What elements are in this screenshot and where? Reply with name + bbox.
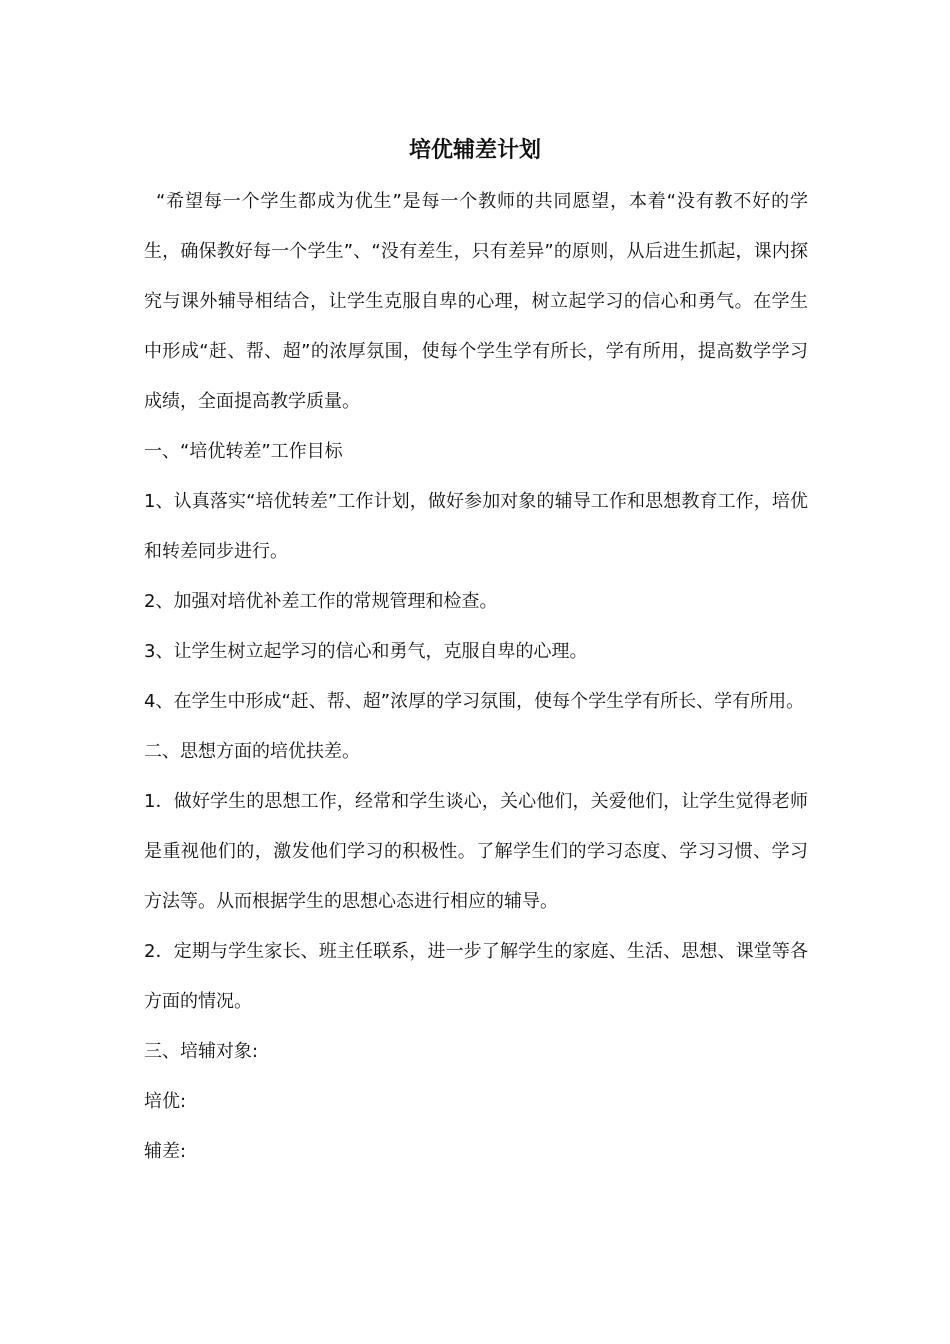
section-2-item-1: 1．做好学生的思想工作，经常和学生谈心，关心他们，关爱他们，让学生觉得老师是重视他们的，激发他们学习的积极性。了解学生们的学习态度、学习习惯、学习方法等。从而根据学生的思想心态进行相应的辅导。 xyxy=(144,791,808,912)
document-body xyxy=(144,177,808,1177)
label-peiyou: 培优: xyxy=(144,1091,187,1112)
section-1-item-4: 4、在学生中形成“赶、帮、超”浓厚的学习氛围，使每个学生学有所长、学有所用。 xyxy=(144,691,805,712)
section-1-item-1: 1、认真落实“培优转差”工作计划，做好参加对象的辅导工作和思想教育工作，培优和转差同步进行。 xyxy=(144,491,808,562)
document-title: 培优辅差计划 xyxy=(408,138,541,163)
label-fucha: 辅差: xyxy=(144,1141,187,1162)
section-2-heading: 二、思想方面的培优扶差。 xyxy=(144,741,360,762)
section-1-heading: 一、“培优转差”工作目标 xyxy=(144,441,343,462)
section-2-item-2: 2．定期与学生家长、班主任联系，进一步了解学生的家庭、生活、思想、课堂等各方面的情况。 xyxy=(144,941,808,1012)
section-1-item-2: 2、加强对培优补差工作的常规管理和检查。 xyxy=(144,591,498,612)
section-1-item-3: 3、让学生树立起学习的信心和勇气，克服自卑的心理。 xyxy=(144,641,588,662)
section-3-heading: 三、培辅对象: xyxy=(144,1041,259,1062)
intro-paragraph: “希望每一个学生都成为优生”是每一个教师的共同愿望，本着“没有教不好的学生，确保教好每一个学生”、“没有差生，只有差异”的原则，从后进生抓起，课内探究与课外辅导相结合，让学生克服自卑的心理，树立起学习的信心和勇气。在学生中形成“赶、帮、超”的浓厚氛围，使每个学生学有所长，学有所用，提高数学学习成绩，全面提高教学质量。 xyxy=(144,191,808,412)
